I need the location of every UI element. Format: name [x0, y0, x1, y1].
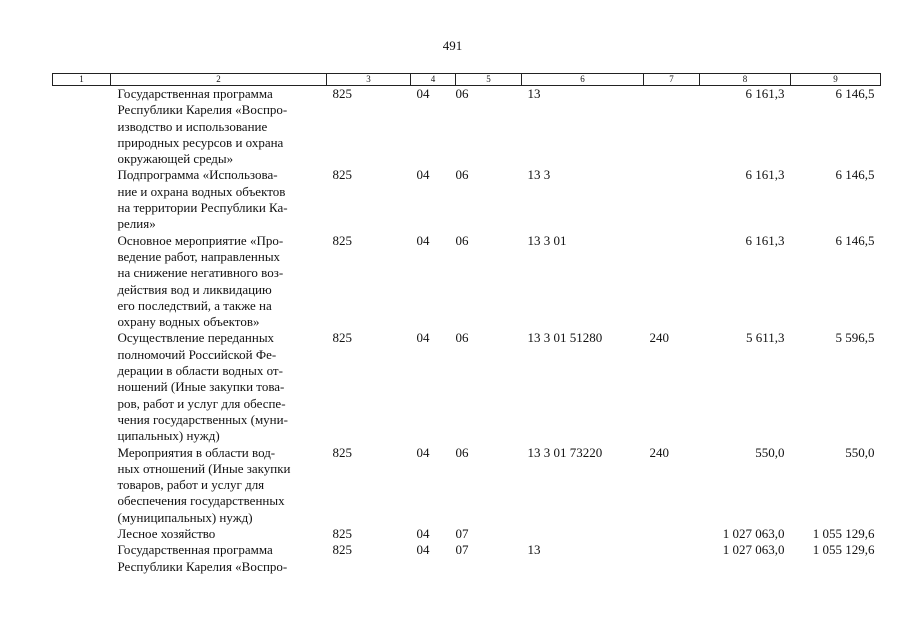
- grbs-cell: 825: [332, 542, 352, 558]
- table-row: [53, 86, 881, 168]
- row-name-line: ров, работ и услуг для обеспе-: [117, 395, 286, 411]
- row-index-cell: [53, 233, 111, 331]
- header-cell: 2: [111, 74, 327, 86]
- row-name-line: Мероприятия в области вод-: [117, 444, 276, 460]
- table-row: [53, 233, 881, 331]
- sum-year2-cell: 6 146,5: [835, 232, 875, 248]
- table-row: [53, 167, 881, 232]
- section-cell: 04: [416, 542, 430, 558]
- row-name-line: ных отношений (Иные закупки: [117, 460, 291, 476]
- row-index-cell: [53, 542, 111, 575]
- subsection-cell: 06: [455, 167, 469, 183]
- header-cell: 4: [411, 74, 456, 86]
- row-name-line: Лесное хозяйство: [117, 526, 216, 542]
- header-row: [53, 74, 881, 86]
- row-name-line: ние и охрана водных объектов: [117, 183, 286, 199]
- header-cell: 6: [522, 74, 644, 86]
- row-name-line: ведение работ, направленных: [117, 248, 281, 264]
- row-index-cell: [53, 86, 111, 168]
- target-article-cell: 13 3 01: [527, 232, 567, 248]
- sum-year2-cell: 6 146,5: [835, 167, 875, 183]
- grbs-cell: 825: [332, 86, 352, 101]
- table-row: [53, 330, 881, 444]
- sum-year1-cell: 6 161,3: [745, 232, 785, 248]
- row-name-line: Государственная программа: [117, 542, 273, 558]
- section-cell: 04: [416, 167, 430, 183]
- sum-year2-cell: 6 146,5: [835, 86, 875, 101]
- row-name-line: охрану водных объектов»: [117, 314, 260, 330]
- sum-year1-cell: 1 027 063,0: [722, 542, 785, 558]
- row-name-line: ношений (Иные закупки това-: [117, 379, 285, 395]
- row-name-cell: [111, 330, 327, 444]
- subsection-cell: 06: [455, 444, 469, 460]
- section-cell: 04: [416, 444, 430, 460]
- row-name-line: релия»: [117, 216, 156, 232]
- row-name-line: (муниципальных) нужд): [117, 509, 253, 525]
- row-name-cell: [111, 445, 327, 526]
- row-name-line: Республики Карелия «Воспро-: [117, 102, 288, 118]
- row-index-cell: [53, 445, 111, 526]
- expense-type-cell: [644, 542, 700, 575]
- header-cell: 9: [791, 74, 881, 86]
- target-article-cell: [522, 526, 644, 542]
- row-name-line: Осуществление переданных: [117, 330, 275, 346]
- row-name-cell: [111, 86, 327, 168]
- sum-year1-cell: 550,0: [755, 444, 785, 460]
- section-cell: 04: [416, 232, 430, 248]
- target-article-cell: 13: [527, 542, 541, 558]
- sum-year2-cell: 1 055 129,6: [812, 542, 875, 558]
- grbs-cell: 825: [332, 232, 352, 248]
- grbs-cell: 825: [332, 167, 352, 183]
- target-article-cell: 13 3 01 73220: [527, 444, 603, 460]
- header-cell: 7: [644, 74, 700, 86]
- sum-year1-cell: 6 161,3: [745, 86, 785, 101]
- grbs-cell: 825: [332, 444, 352, 460]
- sum-year2-cell: 550,0: [845, 444, 875, 460]
- section-cell: 04: [416, 330, 430, 346]
- row-name-cell: [111, 167, 327, 232]
- row-name-line: дерации в области водных от-: [117, 363, 283, 379]
- sum-year1-cell: 5 611,3: [745, 330, 785, 346]
- grbs-cell: 825: [332, 330, 352, 346]
- sum-year2-cell: 1 055 129,6: [812, 526, 875, 542]
- row-name-line: Основное мероприятие «Про-: [117, 232, 284, 248]
- table-row: [53, 542, 881, 575]
- target-article-cell: 13 3 01 51280: [527, 330, 603, 346]
- sum-year1-cell: 1 027 063,0: [722, 526, 785, 542]
- row-name-line: чения государственных (муни-: [117, 411, 288, 427]
- table-row: [53, 445, 881, 526]
- row-name-line: Государственная программа: [117, 86, 273, 101]
- row-name-cell: [111, 542, 327, 575]
- row-name-line: окружающей среды»: [117, 151, 234, 167]
- row-name-line: Подпрограмма «Использова-: [117, 167, 278, 183]
- expense-type-cell: 240: [649, 444, 669, 460]
- subsection-cell: 07: [455, 526, 469, 542]
- subsection-cell: 06: [455, 330, 469, 346]
- sum-year2-cell: 5 596,5: [835, 330, 875, 346]
- expense-type-cell: 240: [649, 330, 669, 346]
- sum-year1-cell: 6 161,3: [745, 167, 785, 183]
- row-name-cell: [111, 526, 327, 542]
- row-name-line: природных ресурсов и охрана: [117, 134, 284, 150]
- row-name-line: товаров, работ и услуг для: [117, 477, 265, 493]
- expense-type-cell: [644, 526, 700, 542]
- row-name-line: обеспечения государственных: [117, 493, 285, 509]
- subsection-cell: 06: [455, 232, 469, 248]
- page-number: 491: [442, 38, 463, 53]
- row-name-line: ципальных) нужд): [117, 428, 220, 444]
- header-cell: 1: [53, 74, 111, 86]
- header-cell: 8: [700, 74, 791, 86]
- row-name-line: изводство и использование: [117, 118, 268, 134]
- header-cell: 3: [327, 74, 411, 86]
- expense-type-cell: [644, 233, 700, 331]
- row-name-line: полномочий Российской Фе-: [117, 346, 277, 362]
- table-body: [53, 86, 881, 575]
- row-name-line: на территории Республики Ка-: [117, 200, 288, 216]
- row-index-cell: [53, 330, 111, 444]
- expense-type-cell: [644, 167, 700, 232]
- row-name-line: Республики Карелия «Воспро-: [117, 558, 288, 574]
- header-cell: 5: [456, 74, 522, 86]
- budget-table: [52, 73, 881, 575]
- row-name-line: действия вод и ликвидацию: [117, 281, 272, 297]
- table-row: [53, 526, 881, 542]
- table-header: [53, 74, 881, 86]
- row-index-cell: [53, 167, 111, 232]
- subsection-cell: 07: [455, 542, 469, 558]
- grbs-cell: 825: [332, 526, 352, 542]
- target-article-cell: 13 3: [527, 167, 551, 183]
- row-name-line: его последствий, а также на: [117, 297, 272, 313]
- row-name-line: на снижение негативного воз-: [117, 265, 284, 281]
- section-cell: 04: [416, 86, 430, 101]
- target-article-cell: 13: [527, 86, 541, 101]
- row-name-cell: [111, 233, 327, 331]
- row-index-cell: [53, 526, 111, 542]
- expense-type-cell: [644, 86, 700, 168]
- section-cell: 04: [416, 526, 430, 542]
- subsection-cell: 06: [455, 86, 469, 101]
